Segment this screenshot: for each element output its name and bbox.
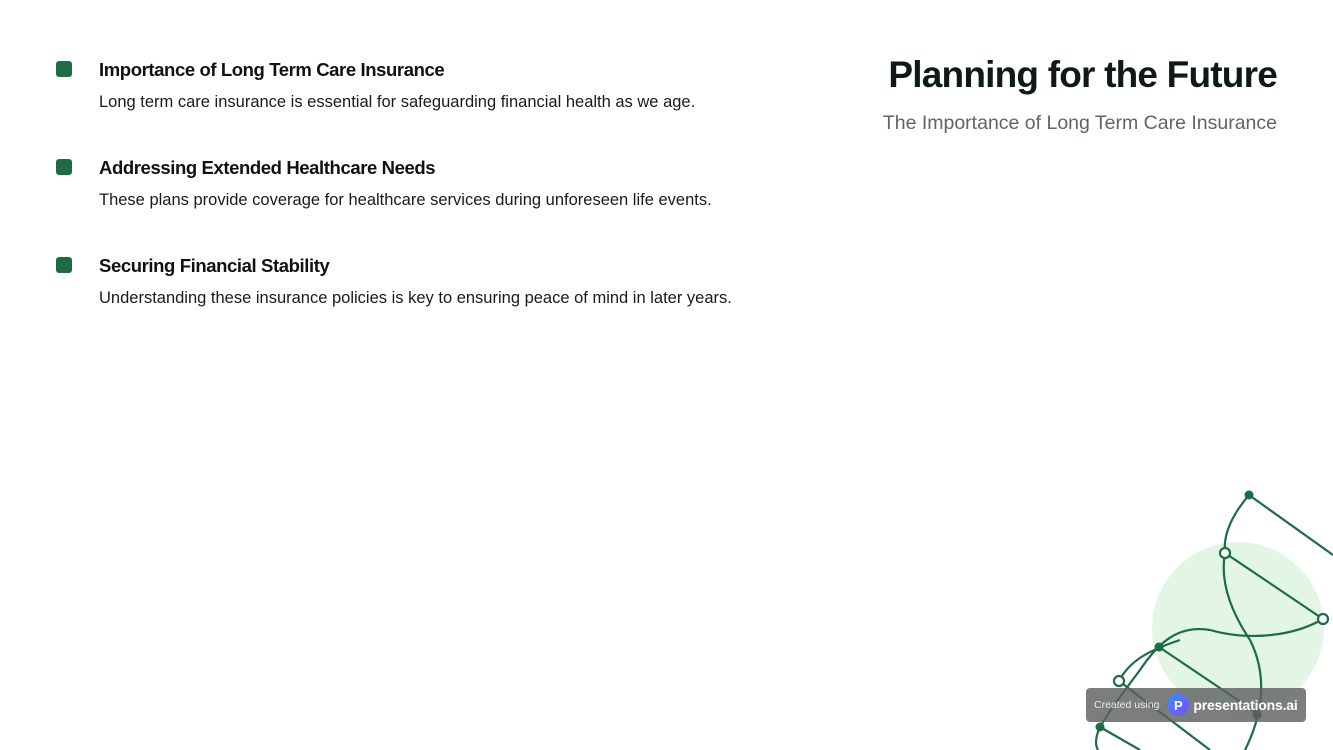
square-bullet-icon	[56, 159, 72, 175]
key-point-description: These plans provide coverage for healthcare services during unforeseen life events.	[99, 191, 712, 209]
key-point-title: Addressing Extended Healthcare Needs	[99, 157, 436, 178]
badge-label: Created using	[1094, 699, 1160, 711]
key-point-description: Understanding these insurance policies is key to ensuring peace of mind in later years.	[99, 289, 732, 307]
key-point-description: Long term care insurance is essential for safeguarding financial health as we age.	[99, 93, 696, 111]
created-using-badge[interactable]	[1086, 688, 1306, 722]
key-points-list	[56, 58, 756, 310]
presentations-logo-icon: P	[1167, 694, 1189, 716]
key-point-title: Importance of Long Term Care Insurance	[99, 59, 445, 80]
key-point	[56, 254, 756, 310]
slide-header	[883, 52, 1277, 136]
key-point	[56, 156, 756, 212]
key-point-title: Securing Financial Stability	[99, 255, 330, 276]
square-bullet-icon	[56, 61, 72, 77]
badge-brand-name: presentations.ai	[1193, 697, 1298, 713]
slide-subtitle: The Importance of Long Term Care Insurance	[882, 112, 1277, 134]
key-point	[56, 58, 756, 114]
slide-title: Planning for the Future	[888, 54, 1277, 95]
square-bullet-icon	[56, 257, 72, 273]
